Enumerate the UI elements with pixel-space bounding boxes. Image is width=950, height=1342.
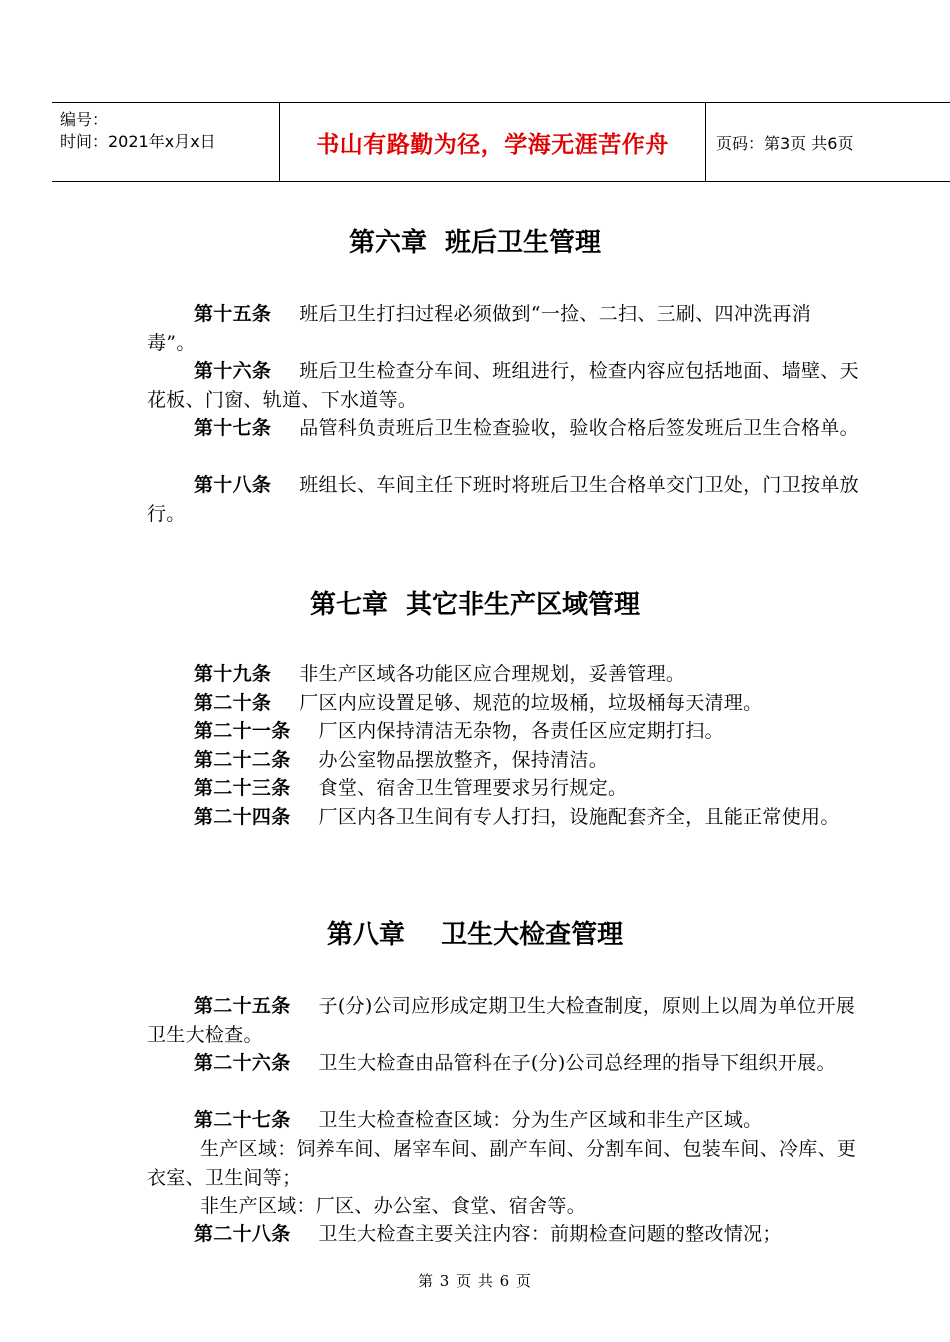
- article-paragraph: [147, 774, 859, 803]
- article-text: 厂区内保持清洁无杂物，各责任区应定期打扫。: [318, 720, 724, 742]
- article-number: 第十五条: [194, 303, 272, 325]
- sub-paragraph: 生产区域：饲养车间、屠宰车间、副产车间、分割车间、包装车间、冷库、更衣室、卫生间等；: [147, 1138, 857, 1189]
- article-text: 厂区内各卫生间有专人打扫，设施配套齐全，且能正常使用。: [318, 806, 840, 828]
- header-divider: [705, 103, 706, 181]
- header-page-number: 页码：第3页 共6页: [716, 133, 854, 153]
- article-number: 第十八条: [194, 474, 272, 496]
- header-motto: 书山有路勤为径，学海无涯苦作舟: [316, 131, 669, 158]
- article-number: 第二十四条: [194, 806, 291, 828]
- document-number-label: 编号：: [60, 110, 109, 129]
- article-paragraph: [147, 746, 859, 775]
- article-paragraph: [147, 660, 859, 689]
- article-number: 第二十六条: [194, 1052, 291, 1074]
- article-text: 班后卫生打扫过程必须做到“一捡、二扫、三刷、四冲洗再消毒”。: [147, 303, 812, 354]
- chapter-title: 第七章 其它非生产区域管理: [309, 590, 641, 620]
- article-number: 第二十五条: [194, 995, 291, 1017]
- header-meta: [60, 109, 280, 153]
- page-header: [52, 102, 950, 182]
- article-paragraph: [147, 1106, 859, 1135]
- article-number: 第二十条: [194, 692, 272, 714]
- article-text: 品管科负责班后卫生检查验收，验收合格后签发班后卫生合格单。: [299, 417, 859, 439]
- article-number: 第二十八条: [194, 1223, 291, 1245]
- sub-paragraph: 非生产区域：厂区、办公室、食堂、宿舍等。: [200, 1195, 587, 1217]
- article-number: 第二十一条: [194, 720, 291, 742]
- article-text: 非生产区域各功能区应合理规划，妥善管理。: [299, 663, 686, 685]
- article-text: 卫生大检查由品管科在子(分)公司总经理的指导下组织开展。: [318, 1052, 836, 1074]
- article-paragraph: [147, 992, 859, 1050]
- article-text: 卫生大检查主要关注内容：前期检查问题的整改情况；: [318, 1223, 782, 1245]
- article-text: 卫生大检查检查区域：分为生产区域和非生产区域。: [318, 1109, 763, 1131]
- article-paragraph: [147, 357, 859, 415]
- article-number: 第十七条: [194, 417, 272, 439]
- article-number: 第二十七条: [194, 1109, 291, 1131]
- article-text: 子(分)公司应形成定期卫生大检查制度，原则上以周为单位开展卫生大检查。: [147, 995, 856, 1046]
- article-paragraph: [147, 1049, 859, 1078]
- article-text: 厂区内应设置足够、规范的垃圾桶，垃圾桶每天清理。: [299, 692, 763, 714]
- article-paragraph: [147, 1220, 859, 1249]
- article-number: 第二十三条: [194, 777, 291, 799]
- article-number: 第十九条: [194, 663, 272, 685]
- article-paragraph: [147, 414, 859, 443]
- article-text: 班后卫生检查分车间、班组进行，检查内容应包括地面、墙壁、天花板、门窗、轨道、下水道等。: [147, 360, 859, 411]
- article-paragraph: [147, 803, 859, 832]
- chapter-title: 第八章 卫生大检查管理: [326, 920, 624, 950]
- article-number: 第二十二条: [194, 749, 291, 771]
- article-number: 第十六条: [194, 360, 272, 382]
- page-footer: 第 3 页 共 6 页: [418, 1272, 532, 1290]
- document-time-label: 时间：2021年x月x日: [60, 132, 216, 151]
- article-text: 食堂、宿舍卫生管理要求另行规定。: [318, 777, 628, 799]
- article-paragraph: [147, 300, 859, 358]
- article-paragraph: [147, 717, 859, 746]
- chapter-title: 第六章 班后卫生管理: [348, 228, 602, 258]
- article-paragraph: [147, 689, 859, 718]
- article-text: 办公室物品摆放整齐，保持清洁。: [318, 749, 609, 771]
- article-paragraph: [147, 471, 859, 529]
- article-text: 班组长、车间主任下班时将班后卫生合格单交门卫处，门卫按单放行。: [147, 474, 859, 525]
